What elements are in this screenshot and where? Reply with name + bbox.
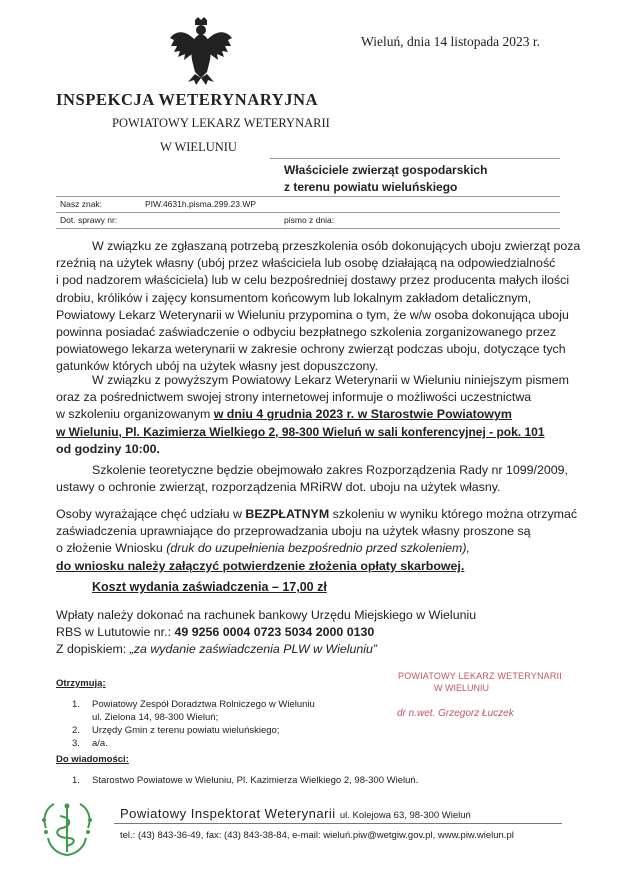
stamp-line2: W WIELUNIU	[434, 683, 489, 693]
cc-label: Do wiadomości:	[56, 754, 129, 765]
account-number: 49 9256 0004 0723 5034 2000 0130	[174, 625, 375, 639]
recipient-line1: Właściciele zwierząt gospodarskich	[284, 163, 488, 177]
letter-date-label: pismo z dnia:	[284, 215, 335, 225]
item-number: 2.	[72, 725, 80, 736]
p1-line: i pod nadzorem właściciela) lub w celu bezpośredniej dostawy przez producenta małych ilości	[56, 273, 570, 288]
item-number: 3.	[72, 738, 80, 749]
footer-divider	[114, 823, 562, 824]
divider-ref2	[56, 212, 560, 213]
institution-name: INSPEKCJA WETERYNARYJNA	[56, 90, 319, 109]
receive-item-1	[72, 699, 315, 724]
divider-ref3	[56, 228, 560, 229]
form-note: (druk do uzupełnienia bezpośrednio przed szkoleniem),	[166, 541, 470, 556]
cost-line: Koszt wydania zaświadczenia – 17,00 zł	[92, 580, 327, 594]
cc-item-1	[72, 775, 418, 786]
item-number: 1.	[72, 775, 80, 786]
payment-bank: RBS w Lututowie nr.:	[56, 625, 175, 639]
case-label: Dot. sprawy nr:	[60, 215, 118, 225]
paragraph-4	[56, 506, 578, 575]
p2-line: oraz za pośrednictwem swojej strony internetowej informuje o możliwości uczestnictwa	[56, 390, 532, 405]
divider-ref	[56, 196, 560, 197]
p2-line	[56, 424, 556, 441]
place-date: Wieluń, dnia 14 listopada 2023 r.	[361, 34, 541, 49]
item-text: Urzędy Gmin z terenu powiatu wieluńskiego;	[92, 725, 280, 736]
training-date: w dniu 4 grudnia 2023 r. w Starostwie Powiatowym	[213, 407, 512, 422]
payment-note: „za wydanie zaświadczenia PLW w Wieluniu”	[129, 642, 378, 656]
p4-text: o złożenie Wniosku	[56, 541, 167, 556]
receive-item-3	[72, 738, 108, 749]
p1-line: powiatowego lekarza weterynarii w zakresie ochrony zwierząt podczas uboju, dotyczące tych	[56, 342, 566, 357]
p2-line	[56, 441, 556, 458]
org-name: Powiatowy Inspektorat Weterynarii	[120, 806, 336, 821]
fee-requirement: do wniosku należy załączyć potwierdzenie złożenia opłaty skarbowej.	[56, 558, 465, 573]
office-city: W WIELUNIU	[160, 140, 237, 154]
eagle-emblem-icon	[168, 16, 234, 86]
item-text: a/a.	[92, 738, 108, 749]
paragraph-3	[56, 462, 568, 496]
p3-line: Szkolenie teoretyczne będzie obejmowało zakres Rozporządzenia Rady nr 1099/2009,	[92, 463, 568, 477]
free-label: BEZPŁATNYM	[245, 507, 330, 521]
our-ref-label: Nasz znak:	[60, 199, 103, 209]
p4-text: Osoby wyrażające chęć udziału w	[56, 507, 246, 521]
paragraph-1	[56, 238, 581, 376]
payment-line3	[56, 642, 377, 656]
org-address: ul. Kolejowa 63, 98-300 Wieluń	[339, 810, 471, 821]
stamp-line1: POWIATOWY LEKARZ WETERYNARII	[398, 671, 562, 681]
footer-contact: tel.: (43) 843-36-49, fax: (43) 843-38-84, e-mail: wieluń.piw@wetgiw.gov.pl, www.piw.wielun.pl	[120, 830, 514, 841]
footer-org	[120, 806, 471, 821]
p1-line: powinna posiadać zaświadczenie o odbyciu bezpłatnego szkolenia zorganizowanego przez	[56, 325, 557, 340]
p2-line	[56, 406, 556, 423]
paragraph-2	[56, 372, 569, 458]
payment-note-label: Z dopiskiem:	[56, 642, 130, 656]
item-number: 1.	[72, 699, 80, 710]
receive-item-2	[72, 725, 279, 736]
stamp-signature: dr n.wet. Grzegorz Łuczek	[397, 708, 514, 719]
p4-line	[56, 558, 556, 575]
p1-line: rzeźnią na użytek własny (ubój przez właściciela lub osobę działającą na odpowiedzialność	[56, 256, 556, 271]
item-text: ul. Zielona 14, 98-300 Wieluń;	[92, 711, 219, 723]
p2-plain: w szkoleniu organizowanym	[56, 407, 214, 422]
p1-line: W związku ze zgłaszaną potrzebą przeszkolenia osób dokonujących uboju zwierząt poza	[92, 239, 581, 253]
training-time: od godziny 10:00.	[56, 441, 160, 456]
payment-line2	[56, 625, 374, 639]
payment-line1: Wpłaty należy dokonać na rachunek bankowy Urzędu Miejskiego w Wieluniu	[56, 608, 477, 622]
p1-line: drobiu, królików i zajęcy konsumentom końcowym lub lokalnym zakładom detalicznym,	[56, 290, 532, 305]
vet-logo-icon	[36, 798, 98, 860]
p1-line: gatunków których ubój na użytek własny jest dopuszczony.	[56, 359, 379, 374]
item-text: Powiatowy Zespół Doradztwa Rolniczego w Wieluniu	[92, 699, 315, 710]
p4-text: szkoleniu w wyniku którego można otrzymać	[329, 507, 578, 521]
recipient-line2: z terenu powiatu wieluńskiego	[284, 180, 458, 194]
receive-label: Otrzymują:	[56, 678, 106, 689]
p3-line: ustawy o ochronie zwierząt, rozporządzenia MRiRW dot. uboju na użytek własny.	[56, 480, 501, 495]
p2-line: W związku z powyższym Powiatowy Lekarz Weterynarii w Wieluniu niniejszym pismem	[92, 373, 569, 387]
our-ref-value: PIW.4631h.pisma.299.23.WP	[145, 199, 257, 209]
p1-line: Powiatowy Lekarz Weterynarii w Wieluniu przypomina o tym, że w/w osoba dokonująca uboju	[56, 307, 569, 322]
training-place: w Wieluniu, Pl. Kazimierza Wielkiego 2, 98-300 Wieluń w sali konferencyjnej - pok. 101	[56, 424, 545, 439]
divider-top	[270, 158, 560, 159]
office-name: POWIATOWY LEKARZ WETERYNARII	[112, 116, 330, 130]
item-text: Starostwo Powiatowe w Wieluniu, Pl. Kazimierza Wielkiego 2, 98-300 Wieluń.	[92, 775, 419, 786]
p4-line	[56, 540, 556, 557]
p4-line	[56, 506, 578, 523]
p4-line: zaświadczenia uprawniające do przeprowadzania uboju na użytek własny proszone są	[56, 524, 531, 539]
